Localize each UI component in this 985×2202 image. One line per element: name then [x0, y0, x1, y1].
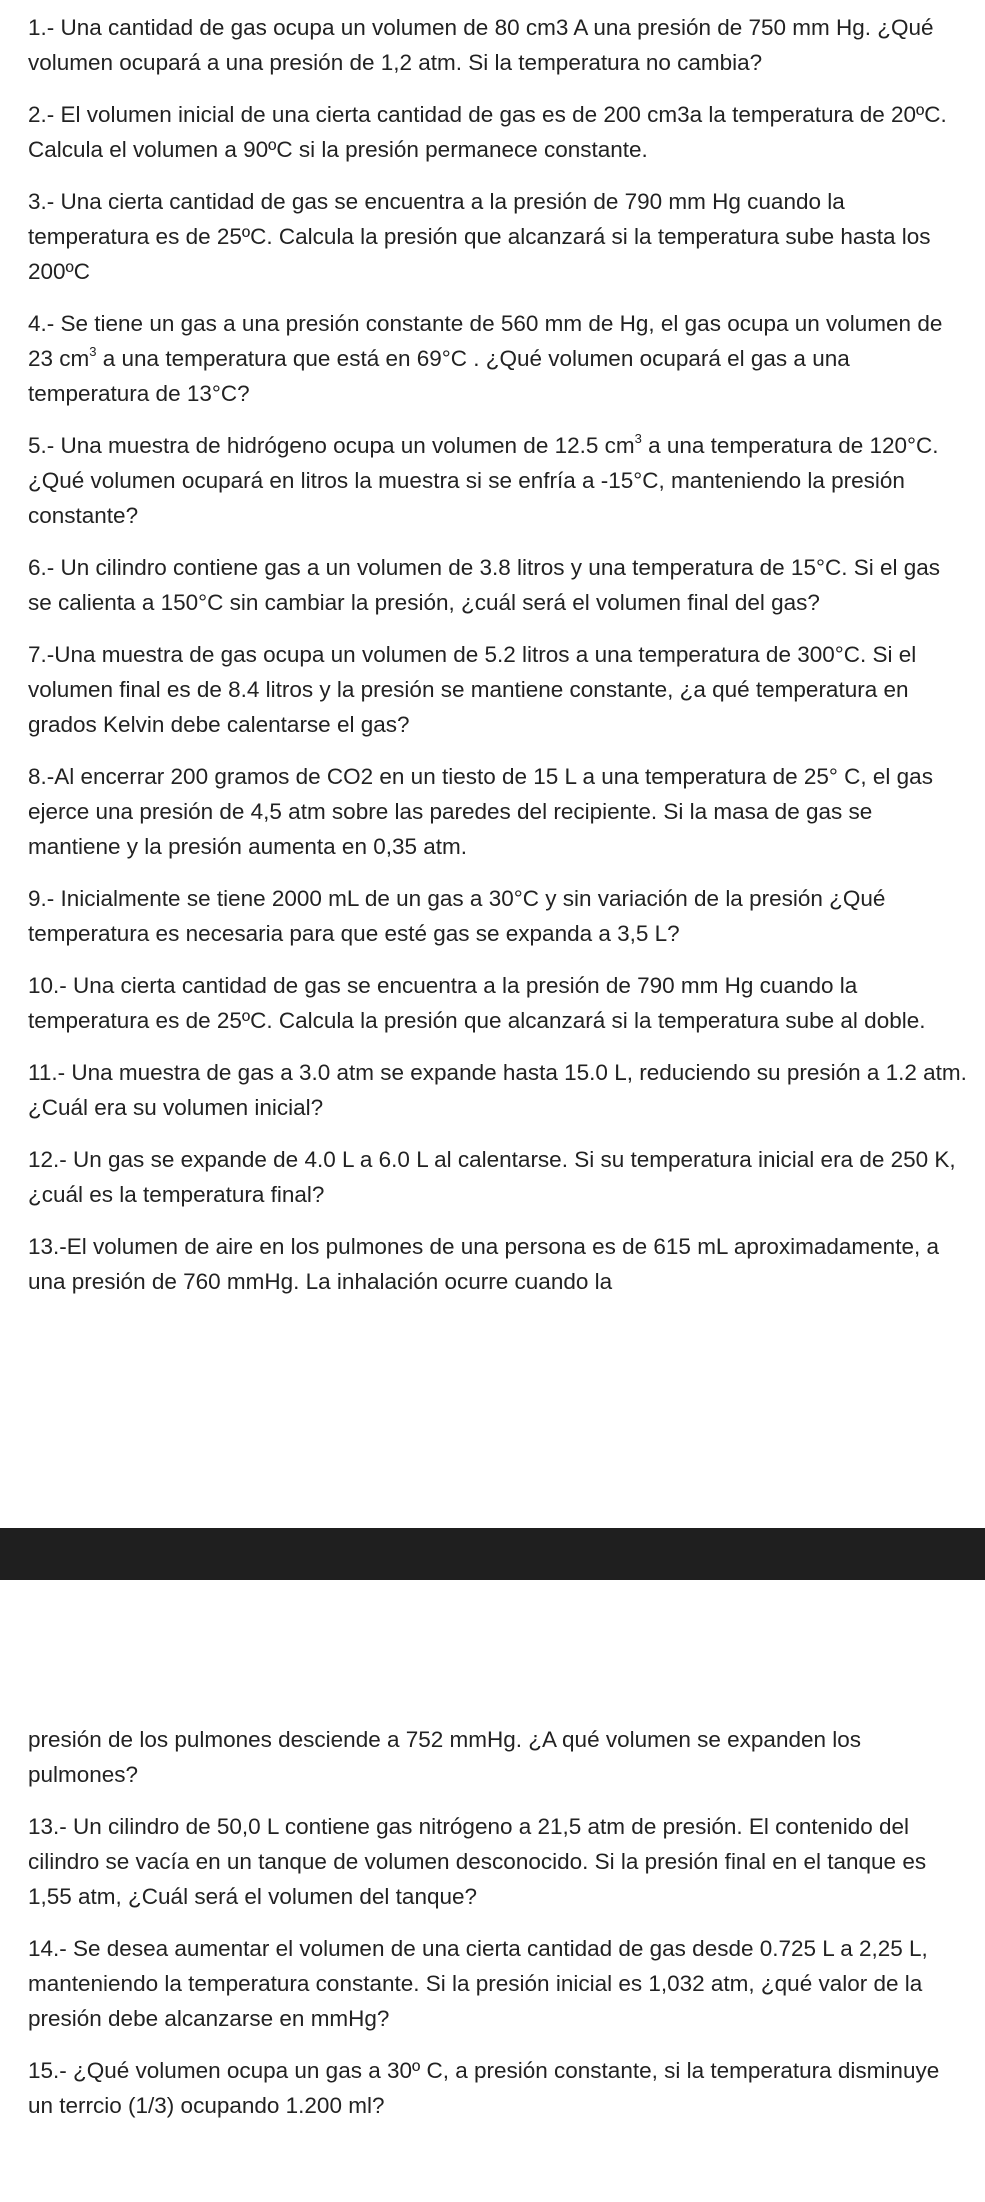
problem-12: 12.- Un gas se expande de 4.0 L a 6.0 L al calentarse. Si su temperatura inicial era de 250 K, ¿cuál es la temperatura final? [28, 1147, 956, 1207]
problem-2: 2.- El volumen inicial de una cierta cantidad de gas es de 200 cm3a la temperatura de 20ºC. Calcula el volumen a 90ºC si la presión permanece constante. [28, 102, 947, 162]
problem-4-text-after: a una temperatura que está en 69°C . ¿Qué volumen ocupará el gas a una temperatura de 13°C? [28, 346, 850, 406]
problem-14: 14.- Se desea aumentar el volumen de una cierta cantidad de gas desde 0.725 L a 2,25 L, manteniendo la temperatura constante. Si la presión inicial es 1,032 atm, ¿qué valor de la presión debe alcanzarse en mmHg? [28, 1936, 928, 2031]
problem-3: 3.- Una cierta cantidad de gas se encuentra a la presión de 790 mm Hg cuando la temperatura es de 25ºC. Calcula la presión que alcanzará si la temperatura sube hasta los 200ºC [28, 189, 931, 284]
problem-5-text-after: a una temperatura de 120°C. ¿Qué volumen ocupará en litros la muestra si se enfría a -15°C, manteniendo la presión constante? [28, 433, 939, 528]
problem-1: 1.- Una cantidad de gas ocupa un volumen de 80 cm3 A una presión de 750 mm Hg. ¿Qué volumen ocupará a una presión de 1,2 atm. Si la temperatura no cambia? [28, 15, 934, 75]
problem-11: 11.- Una muestra de gas a 3.0 atm se expande hasta 15.0 L, reduciendo su presión a 1.2 atm. ¿Cuál era su volumen inicial? [28, 1060, 967, 1120]
problem-13-part-1: 13.-El volumen de aire en los pulmones de una persona es de 615 mL aproximadamente, a una presión de 760 mmHg. La inhalación ocurre cuando la [28, 1234, 939, 1294]
problem-5 [28, 428, 968, 533]
problem-15: 15.- ¿Qué volumen ocupa un gas a 30º C, a presión constante, si la temperatura disminuye un terrcio (1/3) ocupando 1.200 ml? [28, 2058, 940, 2118]
problem-13-part-2: presión de los pulmones desciende a 752 mmHg. ¿A qué volumen se expanden los pulmones? [28, 1727, 862, 1787]
problem-13b: 13.- Un cilindro de 50,0 L contiene gas nitrógeno a 21,5 atm de presión. El contenido del cilindro se vacía en un tanque de volumen desconocido. Si la presión final en el tanque es 1,55 atm, ¿Cuál será el volumen del tanque? [28, 1814, 927, 1909]
page-bottom-section [28, 1722, 968, 2140]
problem-6: 6.- Un cilindro contiene gas a un volumen de 3.8 litros y una temperatura de 15°C. Si el gas se calienta a 150°C sin cambiar la presión, ¿cuál será el volumen final del gas? [28, 555, 941, 615]
problem-9: 9.- Inicialmente se tiene 2000 mL de un gas a 30°C y sin variación de la presión ¿Qué temperatura es necesaria para que esté gas se expanda a 3,5 L? [28, 886, 886, 946]
page-divider-band [0, 1528, 985, 1580]
problem-5-text-before: 5.- Una muestra de hidrógeno ocupa un volumen de 12.5 cm [28, 433, 635, 458]
problem-7: 7.-Una muestra de gas ocupa un volumen de 5.2 litros a una temperatura de 300°C. Si el volumen final es de 8.4 litros y la presión se mantiene constante, ¿a qué temperatura en grados Kelvin debe calentarse el gas? [28, 642, 917, 737]
problem-4 [28, 306, 968, 411]
problem-10: 10.- Una cierta cantidad de gas se encuentra a la presión de 790 mm Hg cuando la temperatura es de 25ºC. Calcula la presión que alcanzará si la temperatura sube al doble. [28, 973, 926, 1033]
page-top-section [28, 10, 968, 1316]
problem-5-superscript: 3 [634, 430, 642, 446]
problem-8: 8.-Al encerrar 200 gramos de CO2 en un tiesto de 15 L a una temperatura de 25° C, el gas ejerce una presión de 4,5 atm sobre las paredes del recipiente. Si la masa de gas se mantiene y la presión aumenta en 0,35 atm. [28, 764, 933, 859]
problem-4-text-before: 4.- Se tiene un gas a una presión constante de 560 mm de Hg, el gas ocupa un volumen de 23 cm [28, 311, 943, 371]
problem-4-superscript: 3 [89, 343, 97, 359]
